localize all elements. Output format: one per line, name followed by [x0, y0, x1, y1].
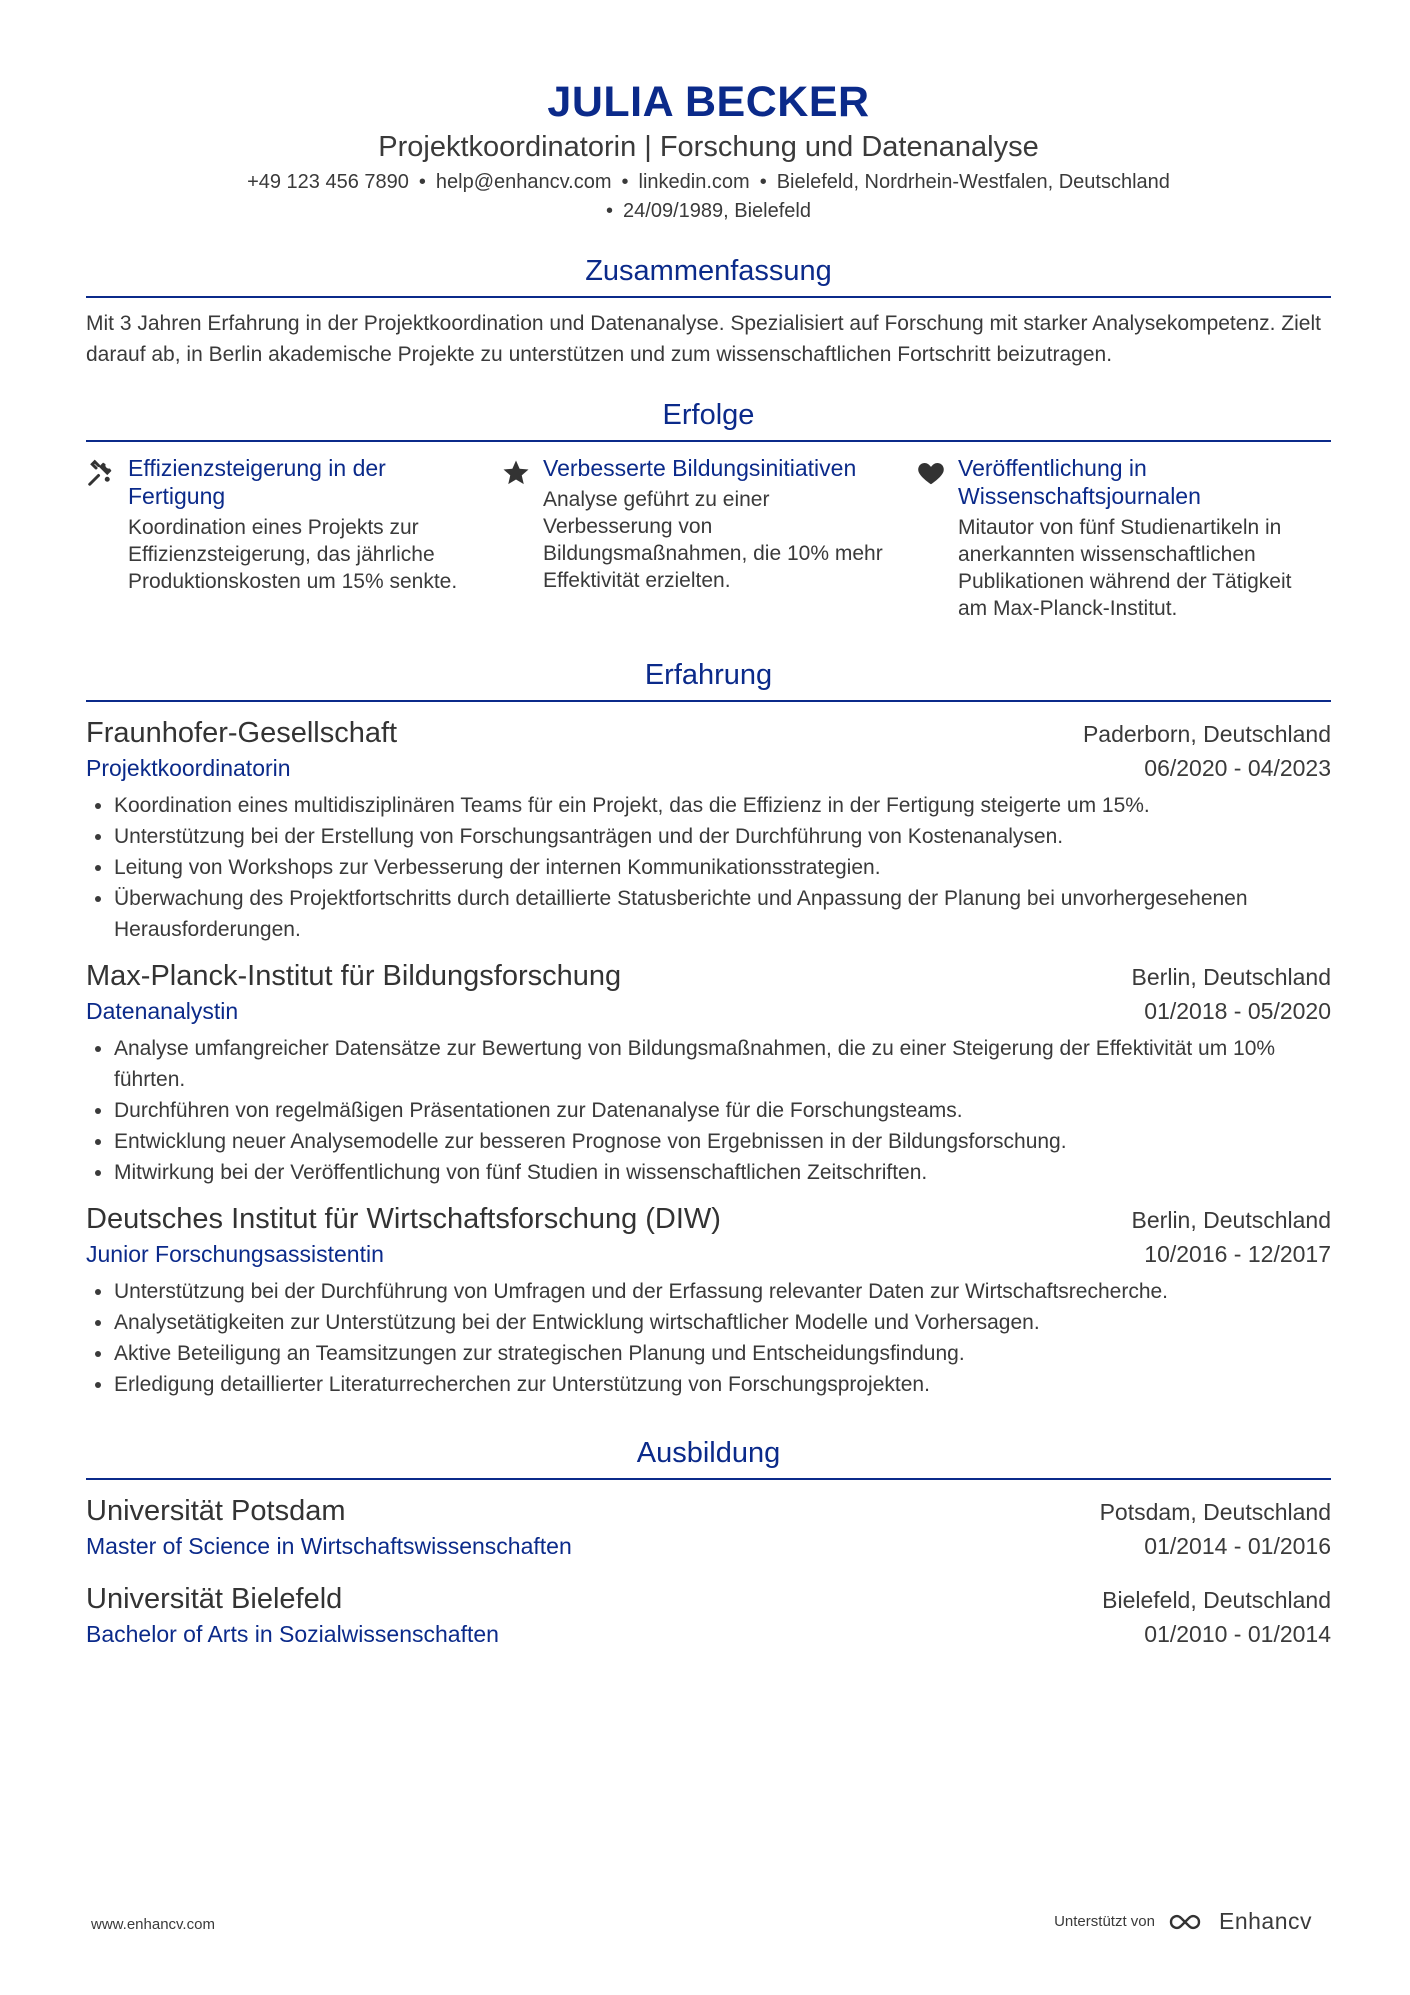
- degree: Master of Science in Wirtschaftswissenschaften: [86, 1533, 572, 1559]
- experience-title: Erfahrung: [86, 656, 1331, 702]
- summary-section: [86, 252, 1331, 370]
- resume-page: [86, 76, 1331, 1650]
- candidate-name: JULIA BECKER: [547, 78, 870, 126]
- education-entry: [86, 1492, 1331, 1562]
- bullet-item: • Durchführen von regelmäßigen Präsentationen zur Datenanalyse für die Forschungsteams.: [114, 1095, 1331, 1126]
- bullet-item: • Aktive Beteiligung an Teamsitzungen zur strategischen Planung und Entscheidungsfindung.: [114, 1338, 1331, 1369]
- job-role: Projektkoordinatorin: [86, 755, 291, 781]
- job-location: Berlin, Deutschland: [1131, 1207, 1331, 1233]
- job-dates: 10/2016 - 12/2017: [1144, 1241, 1331, 1267]
- contact-line-2: • 24/09/1989, Bielefeld: [606, 200, 811, 222]
- bullet-item: • Analyse umfangreicher Datensätze zur Bewertung von Bildungsmaßnahmen, die zu einer Steigerung der Effektivität um 10% führten.: [114, 1033, 1331, 1095]
- company-name: Max-Planck-Institut für Bildungsforschung: [86, 960, 622, 992]
- company-name: Deutsches Institut für Wirtschaftsforschung (DIW): [86, 1203, 721, 1235]
- achievements-section: [86, 396, 1331, 622]
- job-role: Datenanalystin: [86, 998, 239, 1024]
- job-bullets: [86, 1033, 1331, 1188]
- heart-icon: [916, 454, 958, 622]
- achievement-item: [916, 454, 1331, 622]
- job-dates: 01/2018 - 05/2020: [1144, 998, 1331, 1024]
- powered-by-label: Unterstützt von: [1054, 1913, 1155, 1930]
- achievements-grid: [86, 454, 1331, 622]
- bullet-item: • Entwicklung neuer Analysemodelle zur besseren Prognose von Ergebnissen in der Bildungsforschung.: [114, 1126, 1331, 1157]
- job-bullets: [86, 790, 1331, 945]
- brand-name: Enhancv: [1218, 1908, 1312, 1934]
- achievements-title: Erfolge: [86, 396, 1331, 442]
- education-section: [86, 1434, 1331, 1650]
- birth-info: 24/09/1989, Bielefeld: [623, 200, 811, 222]
- achievement-title: Effizienzsteigerung in der Fertigung: [128, 455, 386, 509]
- bullet-item: • Erledigung detaillierter Literaturrecherchen zur Unterstützung von Forschungsprojekten.: [114, 1369, 1331, 1400]
- achievement-desc: Koordination eines Projekts zur Effizienzsteigerung, das jährliche Produktionskosten um 15% senkte.: [128, 516, 458, 593]
- footer-website[interactable]: www.enhancv.com: [91, 1916, 215, 1933]
- summary-title: Zusammenfassung: [86, 252, 1331, 298]
- education-dates: 01/2014 - 01/2016: [1144, 1533, 1331, 1559]
- bullet-item: • Analysetätigkeiten zur Unterstützung bei der Entwicklung wirtschaftlicher Modelle und Vorhersagen.: [114, 1307, 1331, 1338]
- job-entry: [86, 714, 1331, 945]
- education-title: Ausbildung: [86, 1434, 1331, 1480]
- degree: Bachelor of Arts in Sozialwissenschaften: [86, 1621, 499, 1647]
- achievement-title: Verbesserte Bildungsinitiativen: [543, 455, 857, 481]
- school-name: Universität Potsdam: [86, 1495, 346, 1527]
- job-entry: [86, 957, 1331, 1188]
- achievement-item: [501, 454, 916, 622]
- job-entry: [86, 1200, 1331, 1400]
- phone: +49 123 456 7890: [247, 171, 409, 193]
- achievement-item: [86, 454, 501, 622]
- contact-line: +49 123 456 7890 • help@enhancv.com • linkedin.com • Bielefeld, Nordrhein-Westfalen, Deutschland: [247, 171, 1170, 193]
- headline: Projektkoordinatorin | Forschung und Datenanalyse: [378, 131, 1039, 163]
- job-location: Paderborn, Deutschland: [1082, 721, 1331, 747]
- enhancv-logo-icon: [1167, 1910, 1211, 1934]
- experience-section: [86, 656, 1331, 1400]
- school-name: Universität Bielefeld: [86, 1583, 343, 1615]
- job-role: Junior Forschungsassistentin: [86, 1241, 384, 1267]
- star-icon: [501, 454, 543, 622]
- bullet-item: • Unterstützung bei der Erstellung von Forschungsanträgen und der Durchführung von Kostenanalysen.: [114, 821, 1331, 852]
- summary-text: Mit 3 Jahren Erfahrung in der Projektkoordination und Datenanalyse. Spezialisiert auf Forschung mit starker Analysekompetenz. Zielt darauf ab, in Berlin akademische Projekte zu unterstützen und zum wissenschaftlichen Fortschritt beizutragen.: [86, 312, 1321, 366]
- school-location: Bielefeld, Deutschland: [1102, 1587, 1331, 1613]
- job-bullets: [86, 1276, 1331, 1400]
- achievement-desc: Mitautor von fünf Studienartikeln in anerkannten wissenschaftlichen Publikationen während der Tätigkeit am Max-Planck-Institut.: [958, 516, 1292, 620]
- achievement-desc: Analyse geführt zu einer Verbesserung von Bildungsmaßnahmen, die 10% mehr Effektivität erzielten.: [543, 488, 883, 592]
- education-dates: 01/2010 - 01/2014: [1144, 1621, 1331, 1647]
- school-location: Potsdam, Deutschland: [1099, 1499, 1331, 1525]
- job-dates: 06/2020 - 04/2023: [1144, 755, 1331, 781]
- wrench-icon: [86, 454, 128, 622]
- bullet-item: • Unterstützung bei der Durchführung von Umfragen und der Erfassung relevanter Daten zur Wirtschaftsrecherche.: [114, 1276, 1331, 1307]
- location: Bielefeld, Nordrhein-Westfalen, Deutschland: [776, 171, 1170, 193]
- company-name: Fraunhofer-Gesellschaft: [86, 717, 398, 749]
- bullet-item: • Leitung von Workshops zur Verbesserung der internen Kommunikationsstrategien.: [114, 852, 1331, 883]
- job-location: Berlin, Deutschland: [1131, 964, 1331, 990]
- footer-branding[interactable]: [1054, 1908, 1312, 1935]
- email[interactable]: help@enhancv.com: [435, 171, 612, 193]
- education-entry: [86, 1580, 1331, 1650]
- bullet-item: • Mitwirkung bei der Veröffentlichung von fünf Studien in wissenschaftlichen Zeitschriften.: [114, 1157, 1331, 1188]
- achievement-title: Veröffentlichung in Wissenschaftsjournalen: [958, 455, 1201, 509]
- linkedin[interactable]: linkedin.com: [638, 171, 750, 193]
- bullet-item: • Koordination eines multidisziplinären Teams für ein Projekt, das die Effizienz in der Fertigung steigerte um 15%.: [114, 790, 1331, 821]
- bullet-item: • Überwachung des Projektfortschritts durch detaillierte Statusberichte und Anpassung der Planung bei unvorhergesehenen Herausforderungen.: [114, 883, 1331, 945]
